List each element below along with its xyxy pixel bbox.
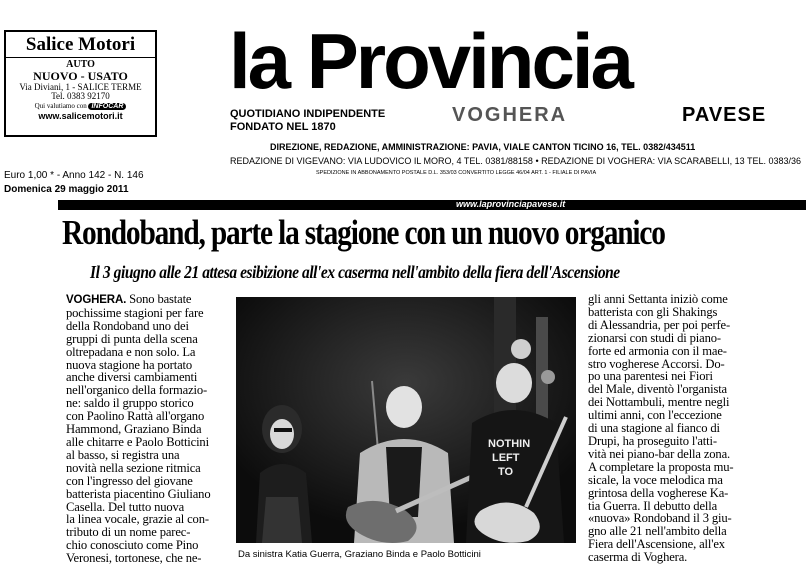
article-column-right: gli anni Settanta iniziò come batterista con gli Shakings di Alessandria, per poi perfe- zionarsi con studi di piano- forte ed armonia con il mae- stro vogherese Accorsi. Do- po una parentesi nei Fiori del Male, diventò l'organista dei Nottambuli, mentre negli ultimi anni, con l'eccezione di una stagione al fianco di Drupi, ha proseguito l'atti- vità nei piano-bar della zona. A completare la proposta mu- sicale, la voce melodica ma grintosa della vogherese Ka- tia Guerra. Il debutto della «nuova» Rondoband il 3 giu- gno alle 21 nell'ambito della Fiera dell'Ascensione, all'ex caserma di Voghera. xyxy=(588,292,734,565)
website-url[interactable]: www.laprovinciapavese.it xyxy=(456,199,566,209)
ad-address: Via Diviani, 1 - SALICE TERME xyxy=(19,82,142,93)
ad-line2: NUOVO - USATO xyxy=(33,69,128,84)
ad-url[interactable]: www.salicemotori.it xyxy=(38,111,123,122)
masthead-title: la Provincia xyxy=(229,17,631,105)
tagline-line2: FONDATO NEL 1870 xyxy=(230,121,336,133)
svg-text:LEFT: LEFT xyxy=(492,452,520,464)
infocar-logo: INFOCAR xyxy=(88,103,126,110)
shirt-text: NOTHIN xyxy=(488,438,531,450)
edition-city: VOGHERA xyxy=(452,104,568,126)
ad-line1: AUTO xyxy=(66,58,95,70)
ad-note-row xyxy=(6,103,155,110)
article-column-left xyxy=(66,293,234,565)
editorial-info-main: DIREZIONE, REDAZIONE, AMMINISTRAZIONE: PAVIA, VIALE CANTON TICINO 16, TEL. 0382/434511 xyxy=(270,142,696,152)
issue-date: Domenica 29 maggio 2011 xyxy=(4,184,129,195)
column-left-text: Sono bastate pochissime stagioni per fare della Rondoband uno dei gruppi di punta della scena oltrepadana e non solo. La nuova stagione ha portato anche diversi cambiamenti nell'organico della formazio- ne: saldo il gruppo storico con Paolino Rattà all'organo Hammond, Graziano Binda alle chitarre e Paolo Botticini al basso, si registra una novità nella sezione ritmica con l'ingresso del giovane batterista piacentino Giuliano Casella. Del tutto nuova la linea vocale, grazie al con- tributo di un nome parec- chio conosciuto come Pino Veronesi, tortonese, che ne- xyxy=(66,292,211,566)
masthead-pavese: PAVESE xyxy=(682,104,767,126)
article-headline: Rondoband, parte la stagione con un nuovo organico xyxy=(62,213,665,252)
editorial-info-postal: SPEDIZIONE IN ABBONAMENTO POSTALE D.L. 353/03 CONVERTITO LEGGE 46/04 ART. 1 - FILIALE DI PAVIA xyxy=(316,170,597,176)
tagline-line1: QUOTIDIANO INDIPENDENTE xyxy=(230,108,386,120)
salice-motori-ad xyxy=(4,30,157,137)
website-bar xyxy=(58,200,806,210)
ad-brand: Salice Motori xyxy=(6,35,155,58)
masthead-tagline xyxy=(230,108,385,134)
svg-text:TO: TO xyxy=(498,466,514,478)
ad-phone: Tel. 0383 92170 xyxy=(51,91,110,102)
article-subhead: Il 3 giugno alle 21 attesa esibizione all'ex caserma nell'ambito della fiera dell'Ascensione xyxy=(90,262,620,282)
editorial-info-offices: REDAZIONE DI VIGEVANO: VIA LUDOVICO IL MORO, 4 TEL. 0381/88158 • REDAZIONE DI VOGHERA: VIA SCARABELLI, 13 TEL. 0383/36 xyxy=(230,156,802,166)
issue-price: Euro 1,00 * - Anno 142 - N. 146 xyxy=(4,170,144,181)
band-photo xyxy=(236,297,576,543)
ad-note: Qui valutiamo con xyxy=(34,101,87,110)
photo-caption: Da sinistra Katia Guerra, Graziano Binda e Paolo Botticini xyxy=(238,549,481,560)
article-dateline: VOGHERA. xyxy=(66,294,127,306)
band-photo-image xyxy=(236,297,576,543)
